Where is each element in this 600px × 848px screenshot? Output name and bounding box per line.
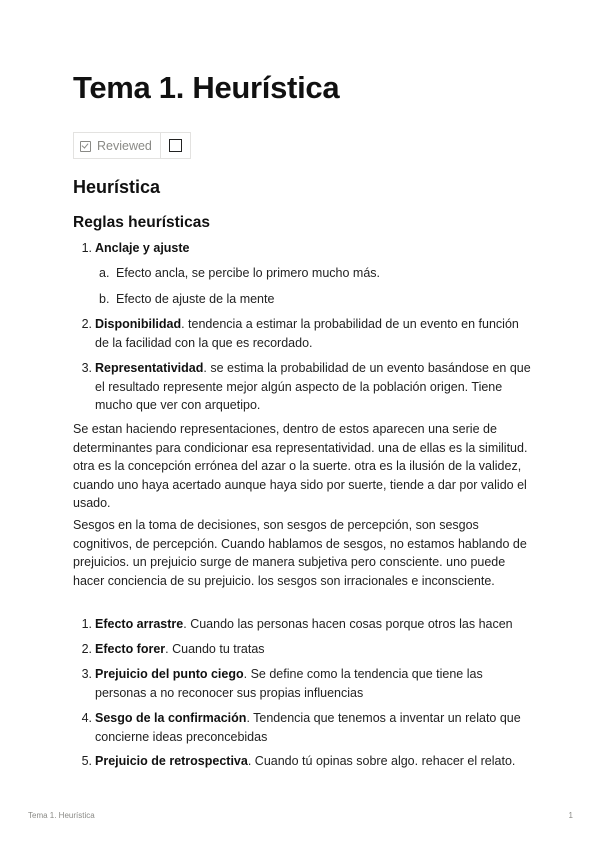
page-title: Tema 1. Heurística (73, 70, 340, 105)
list-item-body: . Se define como la tendencia que tiene las personas a no reconocer sus propias influencias (95, 667, 483, 700)
list-number: 3. (81, 361, 92, 375)
list-item-text (95, 615, 533, 634)
list-item-bold: Efecto forer (95, 642, 166, 656)
paragraph: Sesgos en la toma de decisiones, son sesgos de percepción, son sesgos cognitivos, de percepción. Cuando hablamos de sesgos, no estamos hablando de prejuicios. un prejuicio surge de manera subjetiva pero consciente. uno puede hacer conciencia de su prejuicio. los sesgos son irracionales e inconsciente. (73, 518, 527, 588)
list-item-body: . tendencia a estimar la probabilidad de un evento en función de la facilidad con la que es recordado. (95, 317, 519, 350)
list-item-text (95, 640, 533, 659)
list-item-bold: Disponibilidad (95, 317, 182, 331)
list-number: 2. (81, 317, 92, 331)
list-number: 2. (81, 642, 92, 656)
list-item-body: . Cuando las personas hacen cosas porque otros las hacen (183, 617, 513, 631)
list-item-bold: Prejuicio del punto ciego (95, 667, 244, 681)
list-number: 1. (81, 241, 92, 255)
list-item-text (95, 239, 533, 258)
list-item-body: . se estima la probabilidad de un evento basándose en que el resultado represente mejor algún aspecto de la población origen. Tiene mucho que ver con arquetipo. (95, 361, 531, 412)
sub-list-letter: b. (99, 292, 110, 306)
property-name (74, 133, 161, 158)
list-item-body: . Cuando tu tratas (165, 642, 265, 656)
paragraph: Se estan haciendo representaciones, dentro de estos aparecen una serie de determinantes para condicionar esa representatividad. una de ellas es la similitud. otra es la concepción errónea del azar o la suerte. otra es la ilusión de la validez, cuando uno haya acertado aunque haya sido por suerte, tiende a dar por valido el usado. (73, 422, 528, 510)
list-item-bold: Sesgo de la confirmación (95, 711, 247, 725)
list-item-bold: Anclaje y ajuste (95, 241, 190, 255)
footer-page-number: 1 (568, 811, 573, 820)
list-item-text (95, 665, 533, 702)
reviewed-checkbox[interactable] (169, 139, 182, 152)
list-number: 1. (81, 617, 92, 631)
section-heading: Heurística (73, 177, 161, 197)
property-label: Reviewed (97, 138, 152, 153)
checkbox-property-icon (80, 141, 91, 152)
list-item-text (95, 315, 533, 352)
list-item-text (95, 752, 533, 771)
list-number: 3. (81, 667, 92, 681)
sub-list-item-text: Efecto de ajuste de la mente (116, 292, 275, 306)
list-number: 5. (81, 754, 92, 768)
list-number: 4. (81, 711, 92, 725)
list-item-body: . Tendencia que tenemos a inventar un relato que concierne ideas preconcebidas (95, 711, 521, 744)
subsection-heading: Reglas heurísticas (73, 214, 210, 231)
list-item-text (95, 359, 533, 415)
list-item-body: . Cuando tú opinas sobre algo. rehacer el relato. (247, 754, 516, 768)
list-item-bold: Prejuicio de retrospectiva (95, 754, 248, 768)
property-value[interactable] (161, 133, 190, 158)
list-item-text (95, 709, 533, 746)
list-item-bold: Representatividad (95, 361, 204, 375)
list-item-bold: Efecto arrastre (95, 617, 184, 631)
sub-list-letter: a. (99, 266, 110, 280)
property-row-reviewed (73, 132, 191, 159)
sub-list-item-text: Efecto ancla, se percibe lo primero mucho más. (116, 266, 381, 280)
footer-doc-title: Tema 1. Heurística (28, 811, 95, 820)
